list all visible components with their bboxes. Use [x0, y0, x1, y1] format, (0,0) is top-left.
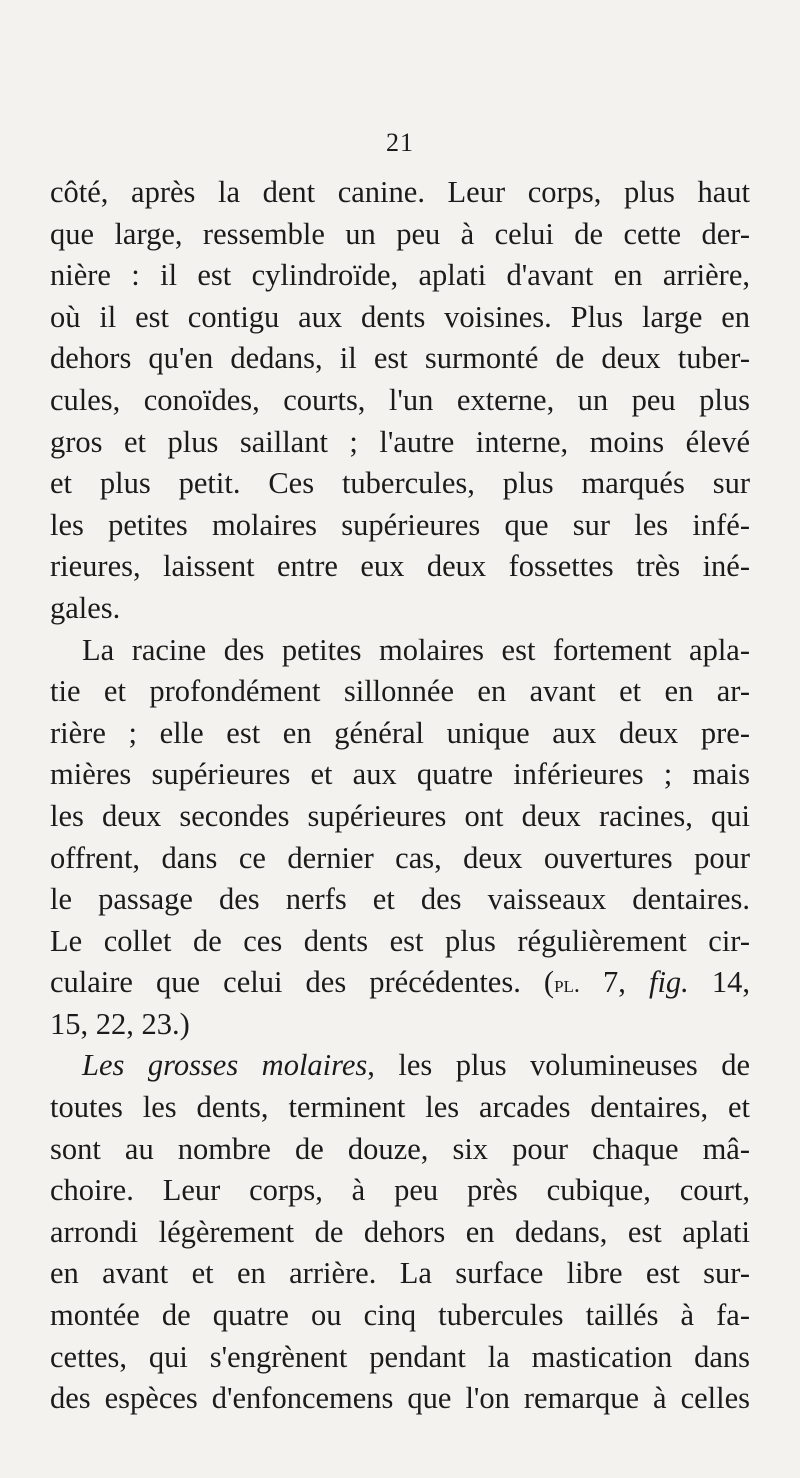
text-line: tie et profondément sillonnée en avant et en ar- — [50, 674, 750, 709]
text-line: cettes, qui s'engrènent pendant la mastication dans — [50, 1339, 750, 1374]
text-line: La racine des petites molaires est fortement apla- — [82, 632, 750, 667]
text-line: sont au nombre de douze, six pour chaque mâ- — [50, 1131, 750, 1166]
text-line: montée de quatre ou cinq tubercules taillés à fa- — [50, 1298, 750, 1333]
text-line: que large, ressemble un peu à celui de cette der- — [50, 216, 750, 251]
text-line: côté, après la dent canine. Leur corps, plus haut — [50, 175, 750, 209]
text-fragment: culaire que celui des précédentes. ( — [50, 965, 555, 1000]
text-line: gros et plus saillant ; l'autre interne, moins élevé — [50, 424, 750, 459]
text-line: mières supérieures et aux quatre inférieures ; mais — [50, 757, 750, 792]
text-line: rieures, laissent entre eux deux fossettes très iné- — [50, 549, 750, 584]
plate-number: 7, — [579, 965, 649, 1000]
text-line: et plus petit. Ces tubercules, plus marqués sur — [50, 466, 750, 501]
text-line: 15, 22, 23.) — [50, 1006, 190, 1041]
text-line: Le collet de ces dents est plus régulièrement cir- — [50, 923, 750, 958]
text-line: en avant et en arrière. La surface libre est sur- — [50, 1256, 750, 1291]
text-line: cules, conoïdes, courts, l'un externe, un peu plus — [50, 382, 750, 417]
text-line: les petites molaires supérieures que sur les infé- — [50, 507, 750, 542]
text-line: dehors qu'en dedans, il est surmonté de deux tuber- — [50, 341, 750, 376]
text-line: nière : il est cylindroïde, aplati d'avant en arrière, — [50, 258, 750, 293]
text-line: gales. — [50, 590, 121, 625]
plate-label: pl. — [554, 972, 580, 999]
text-line: le passage des nerfs et des vaisseaux dentaires. — [50, 882, 750, 917]
text-line: rière ; elle est en général unique aux deux pre- — [50, 715, 750, 750]
figure-label: fig. — [648, 965, 689, 1000]
text-line: offrent, dans ce dernier cas, deux ouvertures pour — [50, 840, 750, 875]
text-line: des espèces d'enfoncemens que l'on remarque à celles — [50, 1381, 750, 1416]
text-line-with-reference — [50, 962, 750, 1004]
italic-term: Les grosses molaires — [82, 1048, 368, 1083]
text-line: où il est contigu aux dents voisines. Plus large en — [50, 299, 750, 334]
text-line: choire. Leur corps, à peu près cubique, court, — [50, 1173, 750, 1208]
page-number: 21 — [386, 128, 414, 157]
figure-number: 14, — [688, 965, 751, 1000]
text-line: toutes les dents, terminent les arcades dentaires, et — [50, 1090, 750, 1125]
text-line: les deux secondes supérieures ont deux racines, qui — [50, 798, 750, 833]
body-text — [50, 172, 750, 1420]
text-fragment: , les plus volumineuses de — [367, 1048, 751, 1083]
text-line-with-italic-lead — [50, 1045, 750, 1087]
text-line: arrondi légèrement de dehors en dedans, est aplati — [50, 1214, 750, 1249]
